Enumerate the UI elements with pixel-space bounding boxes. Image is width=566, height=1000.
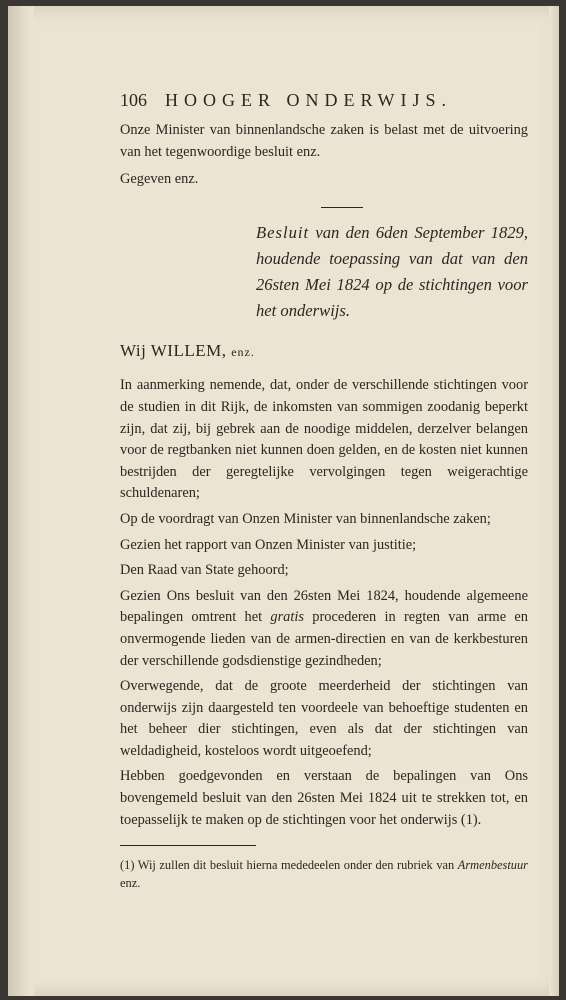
paragraph-5-part-b: procederen in regten van arme en onvermogende lieden van de armen-directien en van de kerkbesturen der verschillende godsdienstige gezindheden; [120, 609, 528, 669]
paragraph-5-gratis: gratis [270, 609, 304, 626]
paragraph-7: Hebben goedgevonden en verstaan de bepalingen van Ons bovengemeld besluit van den 26sten Mei 1824 uit te strekken tot, en toepasselijk te maken op de stichtingen voor het onderwijs (1). [120, 768, 528, 828]
besluit-lead: Besluit [256, 222, 310, 242]
paragraph-2: Op de voordragt van Onzen Minister van binnenlandsche zaken; [120, 510, 491, 527]
paragraph-1: In aanmerking nemende, dat, onder de verschillende stichtingen voor de studien in dit Rijk, de inkomsten van sommigen zoodanig beperkt zijn, dat zij, bij gebrek aan de noodige middelen, derzelver belangen voor de regtbanken niet kunnen doen gelden, en de kosten niet kunnen bestrijden der geregtelijke vervolgingen tegen weigerachtige schuldenaren; [120, 377, 528, 502]
paragraph-6: Overwegende, dat de groote meerderheid der stichtingen van onderwijs zijn daargesteld ten voordeele van behoeftige studenten en het beheer dier stichtingen, even als dat der stichtingen van weldadigheid, kosteloos wordt uitgeoefend; [120, 678, 528, 759]
section-divider [321, 207, 363, 208]
besluit-heading [256, 220, 528, 324]
footnote-text-b: enz. [120, 876, 141, 891]
footnote-rule [120, 845, 256, 846]
page-number: 106 [120, 90, 147, 110]
running-header [120, 90, 528, 120]
footnote-text-a: (1) Wij zullen dit besluit hierna mededeelen onder den rubriek van [120, 858, 455, 873]
besluit-rest: van den 6den September 1829, houdende toepassing van dat van den 26sten Mei 1824 op de stichtingen voor het onderwijs. [256, 222, 529, 320]
top-paragraph: Onze Minister van binnenlandsche zaken is belast met de uitvoering van het tegenwoordige besluit enz. [120, 122, 528, 160]
running-title: HOOGER ONDERWIJS. [165, 90, 453, 110]
page-gutter [8, 6, 34, 996]
footnote [120, 856, 528, 892]
opening-enz: enz. [231, 344, 255, 359]
opening-name: Wij WILLEM, [120, 340, 227, 360]
paragraph-5 [120, 586, 528, 672]
paragraph-3: Gezien het rapport van Onzen Minister van justitie; [120, 536, 417, 553]
book-page [8, 6, 559, 996]
footnote-italic: Armenbestuur [457, 858, 528, 873]
opening-formula [120, 340, 528, 364]
closing-line: Gegeven enz. [120, 171, 199, 188]
page-text [120, 90, 528, 892]
paragraph-4: Den Raad van State gehoord; [120, 562, 289, 579]
page-edge [549, 6, 559, 996]
body-paragraphs [120, 375, 528, 831]
paragraph-5-part-a: Gezien Ons besluit van den 26sten Mei 1824, houdende algemeene bepalingen omtrent het [120, 587, 528, 626]
